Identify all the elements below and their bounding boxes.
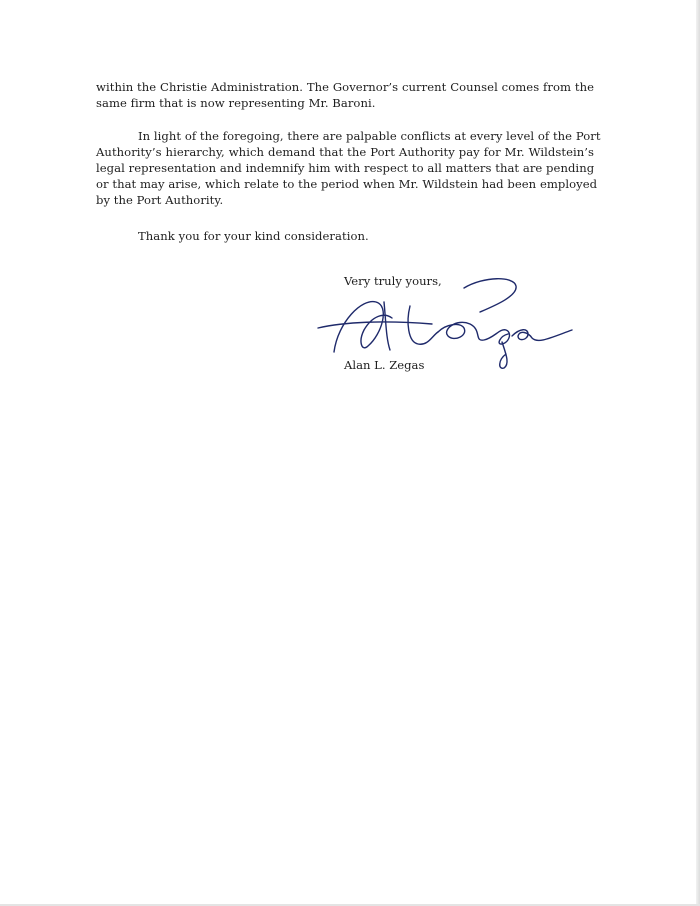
scan-edge-right — [696, 0, 700, 906]
signer-name: Alan L. Zegas — [344, 358, 425, 372]
paragraph-2-line-1: In light of the foregoing, there are palpable conflicts at every level of the Port — [138, 129, 601, 143]
paragraph-2-line-3: legal representation and indemnify him with respect to all matters that are pending — [96, 161, 595, 175]
closing-salutation: Very truly yours, — [344, 274, 442, 288]
paragraph-2-line-2: Authority’s hierarchy, which demand that the Port Authority pay for Mr. Wildstein’s — [96, 145, 594, 159]
signature-strokes — [318, 279, 572, 369]
paragraph-1 — [96, 79, 594, 111]
paragraph-3: Thank you for your kind consideration. — [138, 229, 369, 243]
paragraph-1-line-2: same firm that is now representing Mr. Baroni. — [96, 96, 376, 110]
paragraph-1-line-1: within the Christie Administration. The Governor’s current Counsel comes from the — [96, 80, 594, 94]
paragraph-2-line-5: by the Port Authority. — [96, 193, 224, 207]
paragraph-2-line-4: or that may arise, which relate to the period when Mr. Wildstein had been employed — [96, 177, 598, 191]
paragraph-2 — [96, 128, 601, 208]
